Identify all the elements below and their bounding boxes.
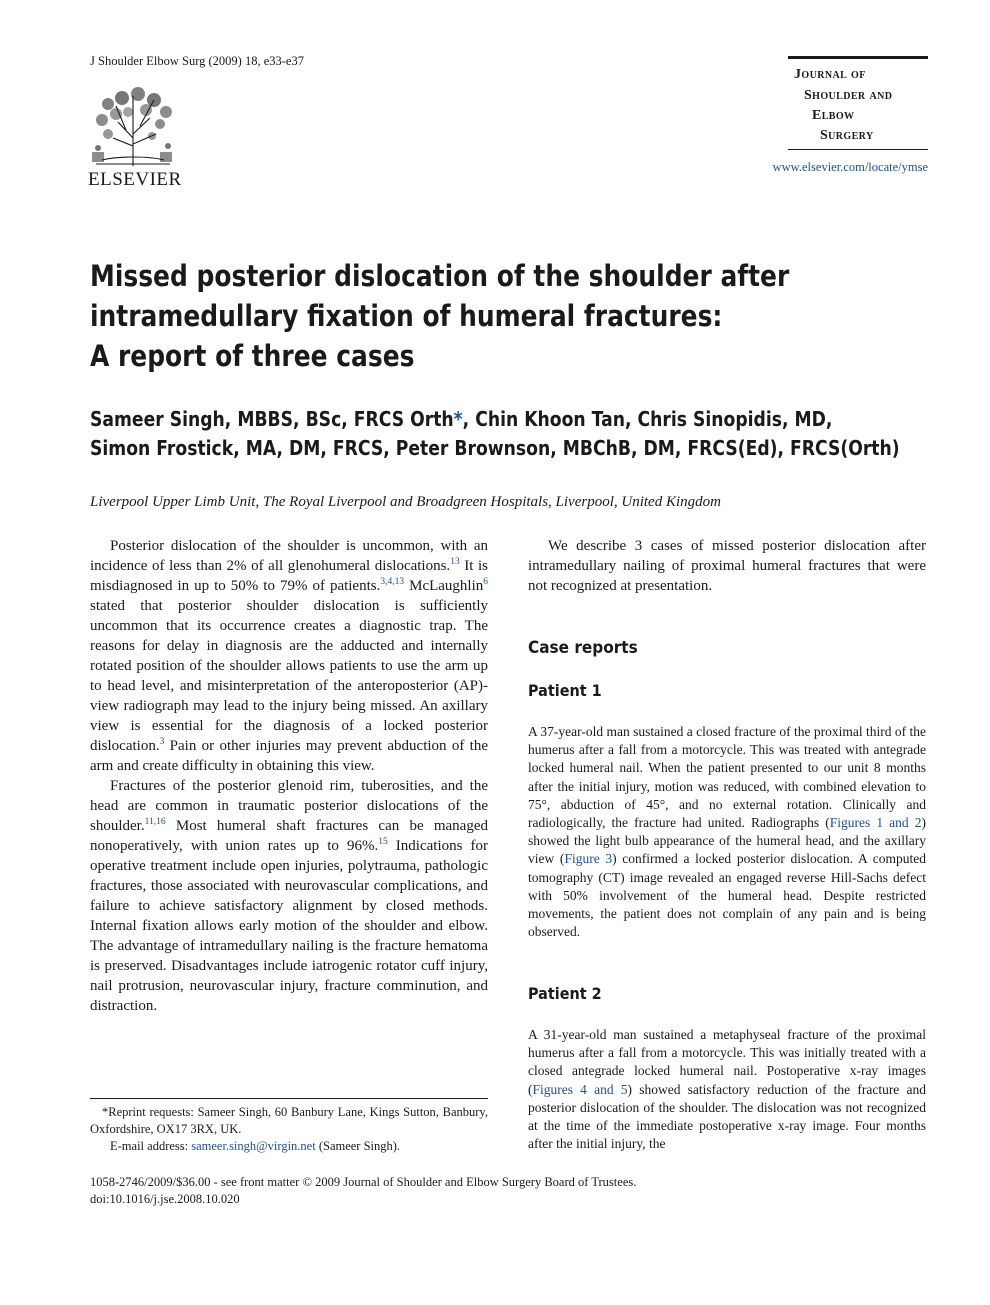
text: Posterior dislocation of the shoulder is uncommon, with an incidence of less than 2% of all glenohumeral dislocations. <box>90 538 488 574</box>
text: ) confirmed a locked posterior dislocation. A computed tomography (CT) image revealed an engaged reverse Hill-Sachs defect with 50% involvement of the humeral head. Despite restricted movements, the patient does not complain of any pain and is being observed. <box>528 851 926 940</box>
figure-ref-link[interactable]: Figures 1 and 2 <box>829 815 922 831</box>
elsevier-wordmark: ELSEVIER <box>88 169 182 190</box>
footnote-divider <box>90 1098 488 1099</box>
footnote <box>90 1104 488 1155</box>
text: Pain or other injuries may prevent abduction of the arm and create difficulty in obtaining this view. <box>90 738 488 774</box>
elsevier-logo <box>88 86 182 191</box>
text: Most humeral shaft fractures can be managed nonoperatively, with union rates up to 96%. <box>90 818 488 854</box>
doi-line[interactable]: doi:10.1016/j.jse.2008.10.020 <box>90 1192 240 1206</box>
citation-ref[interactable]: 3,4,13 <box>380 577 405 587</box>
authors-text: , Chin Khoon Tan, Chris Sinopidis, MD, <box>462 407 833 431</box>
patient1-heading: Patient 1 <box>528 681 602 700</box>
figure-ref-link[interactable]: Figures 4 and 5 <box>532 1081 628 1097</box>
journal-name-line: Surgery <box>820 128 874 143</box>
journal-name-box <box>788 56 928 150</box>
journal-url-link[interactable]: www.elsevier.com/locate/ymse <box>772 160 928 174</box>
patient2-heading: Patient 2 <box>528 984 602 1003</box>
section-heading-case-reports: Case reports <box>528 638 638 658</box>
elsevier-tree-icon <box>88 86 178 168</box>
title-line: intramedullary fixation of humeral fractures: <box>90 299 723 333</box>
journal-name-line: Shoulder and <box>804 88 893 103</box>
right-column-intro <box>528 536 926 596</box>
text: Indications for operative treatment include open injuries, polytrauma, pathologic fractures, those associated with neurovascular complications, and failure to achieve satisfactory alignment by closed methods. Internal fixation allows early motion of the shoulder and elbow. The advantage of intramedullary nailing is the fracture hematoma is preserved. Disadvantages include iatrogenic rotator cuff injury, nail protrusion, neurovascular injury, fracture comminution, and distraction. <box>90 838 489 1014</box>
body-paragraph <box>90 776 488 1016</box>
email-link[interactable]: sameer.singh@virgin.net <box>191 1139 316 1153</box>
title-line: Missed posterior dislocation of the shoulder after <box>90 259 790 293</box>
citation-ref[interactable]: 3 <box>159 737 165 747</box>
text: ) showed satisfactory reduction of the fracture and posterior dislocation of the shoulder. The dislocation was not recognized at the time of the immediate postoperative x-ray image. Four months after the initial injury, the <box>528 1081 926 1152</box>
email-label: E-mail address: <box>110 1139 192 1153</box>
front-matter-info <box>90 1174 636 1208</box>
authors-text: Sameer Singh, MBBS, BSc, FRCS Orth <box>90 407 454 431</box>
body-paragraph <box>90 536 488 776</box>
author-line <box>90 405 916 434</box>
citation-ref[interactable]: 15 <box>378 837 388 847</box>
journal-citation: J Shoulder Elbow Surg (2009) 18, e33-e37 <box>90 54 304 68</box>
corresponding-author-link[interactable]: * <box>453 407 463 431</box>
text: A 37-year-old man sustained a closed fracture of the proximal third of the humerus after a fall from a motorcycle. This was treated with antegrade locked humeral nail. When the patient presented to our unit 8 months after the initial injury, motion was reduced, with combined elevation to 75°, abduction of 45°, and no external rotation. Clinically and radiologically, the fracture had united. Radiographs ( <box>528 724 926 831</box>
journal-name-line: Journal of <box>794 67 866 82</box>
text: Fractures of the posterior glenoid rim, tuberosities, and the head are common in traumatic posterior dislocations of the shoulder. <box>90 778 488 834</box>
affiliation: Liverpool Upper Limb Unit, The Royal Liverpool and Broadgreen Hospitals, Liverpool, United Kingdom <box>90 494 721 510</box>
intro-paragraph: We describe 3 cases of missed posterior dislocation after intramedullary nailing of proximal humeral fractures that were not recognized at presentation. <box>528 538 926 594</box>
author-list <box>90 405 916 463</box>
journal-name-line: Elbow <box>812 108 855 123</box>
text: McLaughlin <box>404 578 484 594</box>
text: stated that posterior shoulder dislocation is sufficiently uncommon that its occurrence creates a diagnostic trap. The reasons for delay in diagnosis are the adducted and internally rotated position of the shoulder allows patients to use the arm up to head level, and misinterpretation of the anteroposterior (AP)-view radiograph may lead to the injury being missed. An axillary view is essential for the diagnosis of a locked posterior dislocation. <box>90 598 488 754</box>
title-line: A report of three cases <box>90 339 415 373</box>
text: ) showed the light bulb appearance of the humeral head, and the axillary view ( <box>528 815 926 867</box>
left-column <box>90 536 488 1016</box>
issn-line: 1058-2746/2009/$36.00 - see front matter © 2009 Journal of Shoulder and Elbow Surgery Board of Trustees. <box>90 1175 637 1189</box>
email-owner: (Sameer Singh). <box>315 1139 401 1153</box>
email-line <box>90 1138 488 1155</box>
reprint-request: *Reprint requests: Sameer Singh, 60 Banbury Lane, Kings Sutton, Banbury, Oxfordshire, OX17 3RX, UK. <box>90 1105 488 1136</box>
author-line: Simon Frostick, MA, DM, FRCS, Peter Brownson, MBChB, DM, FRCS(Ed), FRCS(Orth) <box>90 436 900 460</box>
text: It is misdiagnosed in up to 50% to 79% of patients. <box>90 558 488 594</box>
article-title <box>90 256 795 376</box>
figure-ref-link[interactable]: Figure 3 <box>564 851 613 867</box>
patient2-paragraph <box>528 1026 926 1153</box>
citation-ref[interactable]: 11,16 <box>144 817 166 827</box>
citation-ref[interactable]: 6 <box>483 577 489 587</box>
patient1-paragraph <box>528 723 926 941</box>
text: A 31-year-old man sustained a metaphyseal fracture of the proximal humerus after a fall from a motorcycle. This was initially treated with a closed antegrade locked humeral nail. Postoperative x-ray images ( <box>528 1027 926 1097</box>
citation-ref[interactable]: 13 <box>450 557 460 567</box>
